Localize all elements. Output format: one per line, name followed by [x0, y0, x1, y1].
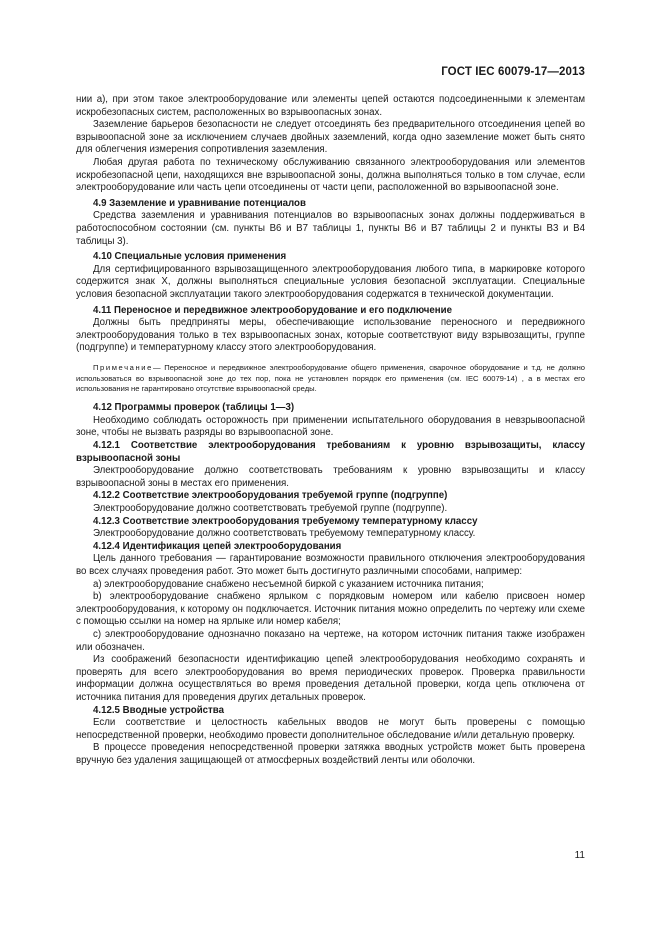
paragraph: Для сертифицированного взрывозащищенного электрооборудования любого типа, в маркировке которого содержится знак X, должны выполняться специальные условия безопасной эксплуатации. Специальные условия безопасной эксплуатации такого электрооборудования содержатся в технической документации. — [76, 263, 585, 300]
note — [76, 363, 585, 395]
paragraph: Должны быть предприняты меры, обеспечивающие использование переносного и передвижного электрооборудования только в тех взрывоопасных зонах, которые соответствуют виду взрывозащиты, группе (подгруппе) и температурному классу этого электрооборудования. — [76, 317, 585, 354]
section-heading-4-9: 4.9 Заземление и уравнивание потенциалов — [93, 197, 306, 209]
section-heading-4-10: 4.10 Специальные условия применения — [93, 251, 287, 263]
section-heading-4-12: 4.12 Программы проверок (таблицы 1—3) — [93, 402, 295, 414]
paragraph: Цель данного требования — гарантирование возможности правильного отключения электрооборудования во всех случаях проведения работ. Это может быть достигнуто различными способами, например: — [76, 553, 585, 577]
paragraph: Электрооборудование должно соответствовать требованиям к уровню взрывозащиты и классу взрывоопасной зоны в местах его применения. — [76, 465, 585, 489]
paragraph: Заземление барьеров безопасности не следует отсоединять без предварительного отсоединения цепей во взрывоопасной зоне за исключением случаев двойных заземлений, когда одно заземление может быть снято для облегчения измерения сопротивления заземления. — [76, 119, 585, 156]
note-text: — Переносное и передвижное электрооборудование общего применения, сварочное оборудование и т.д. не должно использоваться во взрывоопасной зоне до тех пор, пока не установлен порядок его применения (см. IEC 60079-14) , а в местах его использования не гарантировано отсутствие взрывоопасной среды. — [76, 362, 585, 394]
paragraph: Из соображений безопасности идентификацию цепей электрооборудования необходимо сохранять и проверять для всего электрооборудования во время периодических проверок. Проверка правильности информации должна осуществляться во время проведения детальной проверки, когда цепь отключена от источника питания для проведения других детальных проверок. — [76, 654, 585, 703]
subsection-heading-4-12-4: 4.12.4 Идентификация цепей электрооборудования — [93, 540, 342, 552]
subsection-heading-4-12-3: 4.12.3 Соответствие электрооборудования требуемому температурному классу — [93, 515, 478, 527]
paragraph: Средства заземления и уравнивания потенциалов во взрывоопасных зонах должны поддерживаться в работоспособном состоянии (см. пункты В6 и В7 таблицы 1, пункты В6 и В7 таблицы 2 и пункты В3 и В4 таблицы 3). — [76, 210, 585, 247]
list-item: b) электрооборудование снабжено ярлыком с порядковым номером или кабелю присвоен номер электрооборудования, к которому он подключается. Источник питания можно определить по чертежу или схеме с помощью ссылки на номер на ярлыке или номер кабеля; — [76, 591, 585, 628]
subsection-heading-4-12-5: 4.12.5 Вводные устройства — [93, 704, 225, 716]
paragraph: В процессе проведения непосредственной проверки затяжка вводных устройств может быть проверена вручную без удаления защищающей от атмосферных воздействий ленты или оболочки. — [76, 742, 585, 766]
document-header: ГОСТ IEC 60079-17—2013 — [441, 66, 585, 78]
section-heading-4-11: 4.11 Переносное и передвижное электрооборудование и его подключение — [93, 304, 452, 316]
paragraph: Необходимо соблюдать осторожность при применении испытательного оборудования в невзрывоопасной зоне, чтобы не вызвать разряды во взрывоопасной зоне. — [76, 414, 585, 439]
page-number: 11 — [574, 850, 585, 861]
page-body — [76, 94, 585, 767]
list-item: c) электрооборудование однозначно показано на чертеже, на котором источник питания также изображен или обозначен. — [76, 628, 585, 653]
paragraph: Электрооборудование должно соответствовать требуемой группе (подгруппе). — [93, 503, 448, 515]
paragraph: Электрооборудование должно соответствовать требуемому температурному классу. — [93, 528, 476, 540]
subsection-heading-4-12-2: 4.12.2 Соответствие электрооборудования требуемой группе (подгруппе) — [93, 490, 448, 502]
list-item: а) электрооборудование снабжено несъемной биркой с указанием источника питания; — [93, 578, 484, 590]
note-label: Примечание — [93, 362, 153, 372]
paragraph: Если соответствие и целостность кабельных вводов не могут быть проверены с помощью непосредственной проверки, необходимо провести дополнительное обследование и/или детальную проверку. — [76, 717, 585, 741]
paragraph: Любая другая работа по техническому обслуживанию связанного электрооборудования или элементов искробезопасной цепи, находящихся вне взрывоопасной зоны, должна выполняться только в том случае, если электрооборудование или часть цепи отсоединены от части цепи, расположенной во взрывоопасной зоне. — [76, 156, 585, 194]
paragraph: нии а), при этом такое электрооборудование или элементы цепей остаются подсоединенными к элементам искробезопасных систем, расположенных во взрывоопасных зонах. — [76, 94, 585, 118]
subsection-heading-4-12-1: 4.12.1 Соответствие электрооборудования требованиям к уровню взрывозащиты, классу взрывоопасной зоны — [76, 440, 585, 464]
